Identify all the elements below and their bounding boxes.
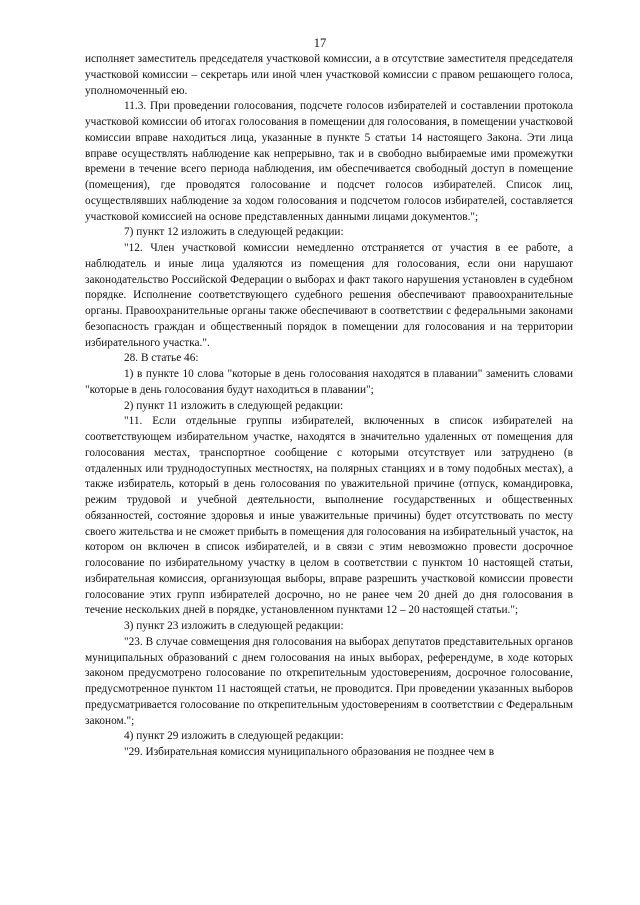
paragraph-item-3: 3) пункт 23 изложить в следующей редакции: [124,620,344,632]
paragraph-clause-12: "12. Член участковой комиссии немедленно отстраняется от участия в ее работе, а наблюдатель и иные лица удаляются из помещения для голосования, если они нарушают законодательство Российской Федерации о выборах и факт такого нарушения установлен в судебном порядке. Исполнение соответствующего судебного решения обеспечивают правоохранительные органы. Правоохранительные органы также обеспечивают в соответствии с федеральными законами безопасность граждан и общественный порядок в помещении для голосования и на территории избирательного участка.". [85,242,573,349]
paragraph-item-2: 2) пункт 11 изложить в следующей редакции: [124,399,344,412]
paragraph-item-7: 7) пункт 12 изложить в следующей редакции: [124,226,344,239]
paragraph-continuation: исполняет заместитель председателя участковой комиссии, а в отсутствие заместителя председателя участковой комиссии – секретарь или иной член участковой комиссии с правом решающего голоса, уполномоченный ею. [85,53,573,97]
page-number: 17 [313,36,327,50]
paragraph-clause-11: "11. Если отдельные группы избирателей, включенных в список избирателей на соответствующем избирательном участке, находятся в значительно удаленных от помещения для голосования местах, транспортное сообщение с которыми отсутствует или затруднено (в отдаленных или труднодоступных местностях, на полярных станциях и в тому подобных местах), а также избиратель, который в день голосования по уважительной причине (отпуск, командировка, режим трудовой и учебной деятельности, выполнение государственных и общественных обязанностей, состояние здоровья и иные уважительные причины) будет отсутствовать по месту своего жительства и не сможет прибыть в помещения для голосования на избирательный участок, на котором он включен в список избирателей, и в связи с этим невозможно провести досрочное голосование по избирательному участку в целом в соответствии с пунктом 10 настоящей статьи, избирательная комиссия, организующая выборы, вправе разрешить участковой комиссии провести голосование этих групп избирателей досрочно, но не ранее чем 20 дней до дня голосования в течение нескольких дней в порядке, установленном пунктами 12 – 20 настоящей статьи."; [85,415,573,617]
paragraph-article-28: 28. В статье 46: [124,352,199,365]
paragraph-item-1: 1) в пункте 10 слова "которые в день голосования находятся в плавании" заменить словами "которые в день голосования будут находиться в плавании"; [85,368,573,396]
document-body [85,52,573,761]
paragraph-item-4: 4) пункт 29 изложить в следующей редакции: [124,730,344,743]
paragraph-clause-11-3: 11.3. При проведении голосования, подсчете голосов избирателей и составлении протокола участковой комиссии об итогах голосования в помещении для голосования, в помещении участковой комиссии вправе находиться лица, указанные в пункте 5 статьи 14 настоящего Закона. Эти лица вправе осуществлять наблюдение как непрерывно, так и в свободно выбираемые ими промежутки времени в течение всего периода наблюдения, им обеспечивается свободный доступ в помещение (помещения), где проводятся голосование и подсчет голосов избирателей. Список лиц, осуществлявших наблюдение за ходом голосования и подсчетом голосов избирателей, составляется участковой комиссией на основе представленных данными лицами документов."; [85,100,573,223]
paragraph-clause-29: "29. Избирательная комиссия муниципального образования не позднее чем в [124,746,495,758]
paragraph-clause-23: "23. В случае совмещения дня голосования на выборах депутатов представительных органов муниципальных образований с днем голосования на иных выборах, референдуме, в ходе которых законом предусмотрено голосование по открепительным удостоверениям, досрочное голосование, предусмотренное пунктом 11 настоящей статьи, не проводится. При проведении указанных выборов предусматривается голосование по открепительным удостоверениям в соответствии с Федеральным законом."; [85,635,573,727]
